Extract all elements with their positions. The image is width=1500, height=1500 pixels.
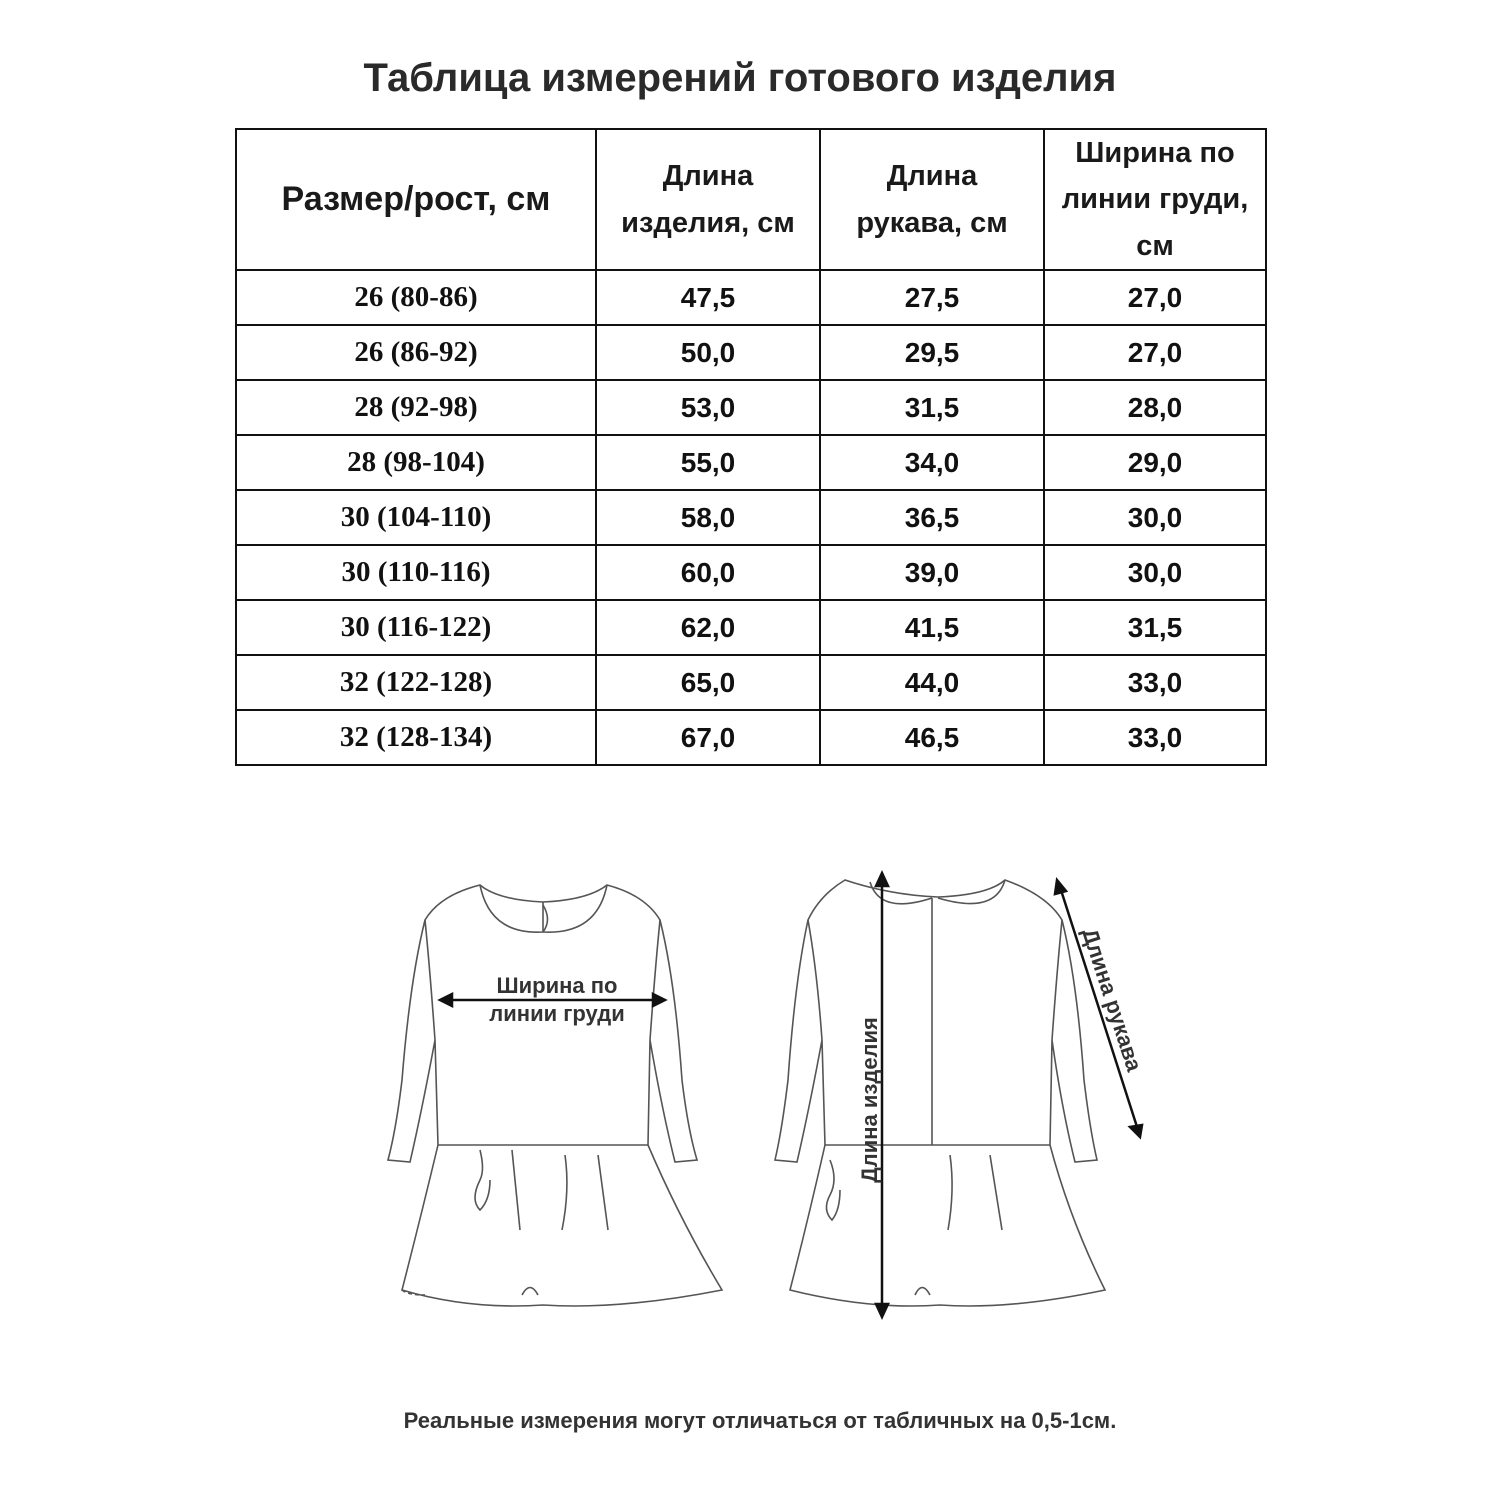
size-cell: 32 (122-128): [236, 655, 596, 710]
sleeve-cell: 41,5: [820, 600, 1044, 655]
sleeve-cell: 27,5: [820, 270, 1044, 325]
size-cell: 32 (128-134): [236, 710, 596, 765]
table-row: [236, 545, 1266, 600]
size-cell: 30 (104-110): [236, 490, 596, 545]
length-cell: 47,5: [596, 270, 820, 325]
size-table: [235, 128, 1267, 766]
length-cell: 58,0: [596, 490, 820, 545]
header-length-text: Длина изделия, см: [621, 160, 795, 239]
length-cell: 65,0: [596, 655, 820, 710]
table-row: [236, 435, 1266, 490]
sleeve-cell: 34,0: [820, 435, 1044, 490]
header-chest-text: Ширина по линии груди, см: [1061, 137, 1249, 262]
size-cell: 28 (98-104): [236, 435, 596, 490]
table-row: [236, 270, 1266, 325]
table-row: [236, 325, 1266, 380]
header-sleeve-text: Длина рукава, см: [856, 160, 1008, 239]
footnote: Реальные измерения могут отличаться от табличных на 0,5-1см.: [403, 1408, 1117, 1433]
chest-cell: 27,0: [1044, 325, 1266, 380]
size-cell: 26 (80-86): [236, 270, 596, 325]
chest-cell: 33,0: [1044, 655, 1266, 710]
size-cell: 26 (86-92): [236, 325, 596, 380]
chest-cell: 28,0: [1044, 380, 1266, 435]
header-chest: [1044, 129, 1266, 270]
chest-cell: 29,0: [1044, 435, 1266, 490]
size-cell: 28 (92-98): [236, 380, 596, 435]
table-row: [236, 490, 1266, 545]
table-row: [236, 380, 1266, 435]
sleeve-cell: 44,0: [820, 655, 1044, 710]
chest-label-line1: Ширина по: [496, 973, 618, 998]
chest-cell: 33,0: [1044, 710, 1266, 765]
sleeve-label: Длина рукава: [1077, 925, 1148, 1075]
size-cell: 30 (110-116): [236, 545, 596, 600]
dress-back: [775, 880, 1105, 1306]
chest-cell: 30,0: [1044, 545, 1266, 600]
table-header-row: [236, 129, 1266, 270]
table-row: [236, 600, 1266, 655]
sleeve-cell: 31,5: [820, 380, 1044, 435]
table-row: [236, 655, 1266, 710]
chest-cell: 27,0: [1044, 270, 1266, 325]
sleeve-cell: 36,5: [820, 490, 1044, 545]
length-cell: 62,0: [596, 600, 820, 655]
chest-cell: 30,0: [1044, 490, 1266, 545]
chest-label-line2: линии груди: [489, 1001, 625, 1026]
header-sleeve: [820, 129, 1044, 270]
sleeve-cell: 39,0: [820, 545, 1044, 600]
length-cell: 60,0: [596, 545, 820, 600]
header-size: Размер/рост, см: [236, 129, 596, 270]
sleeve-cell: 29,5: [820, 325, 1044, 380]
length-cell: 50,0: [596, 325, 820, 380]
chest-cell: 31,5: [1044, 600, 1266, 655]
sleeve-cell: 46,5: [820, 710, 1044, 765]
size-cell: 30 (116-122): [236, 600, 596, 655]
page-title: Таблица измерений готового изделия: [363, 56, 1117, 100]
length-cell: 67,0: [596, 710, 820, 765]
table-row: [236, 710, 1266, 765]
length-label: Длина изделия: [857, 1017, 882, 1183]
length-cell: 55,0: [596, 435, 820, 490]
dress-diagram: [330, 840, 1170, 1360]
length-cell: 53,0: [596, 380, 820, 435]
header-length: [596, 129, 820, 270]
dress-front: [388, 885, 722, 1306]
